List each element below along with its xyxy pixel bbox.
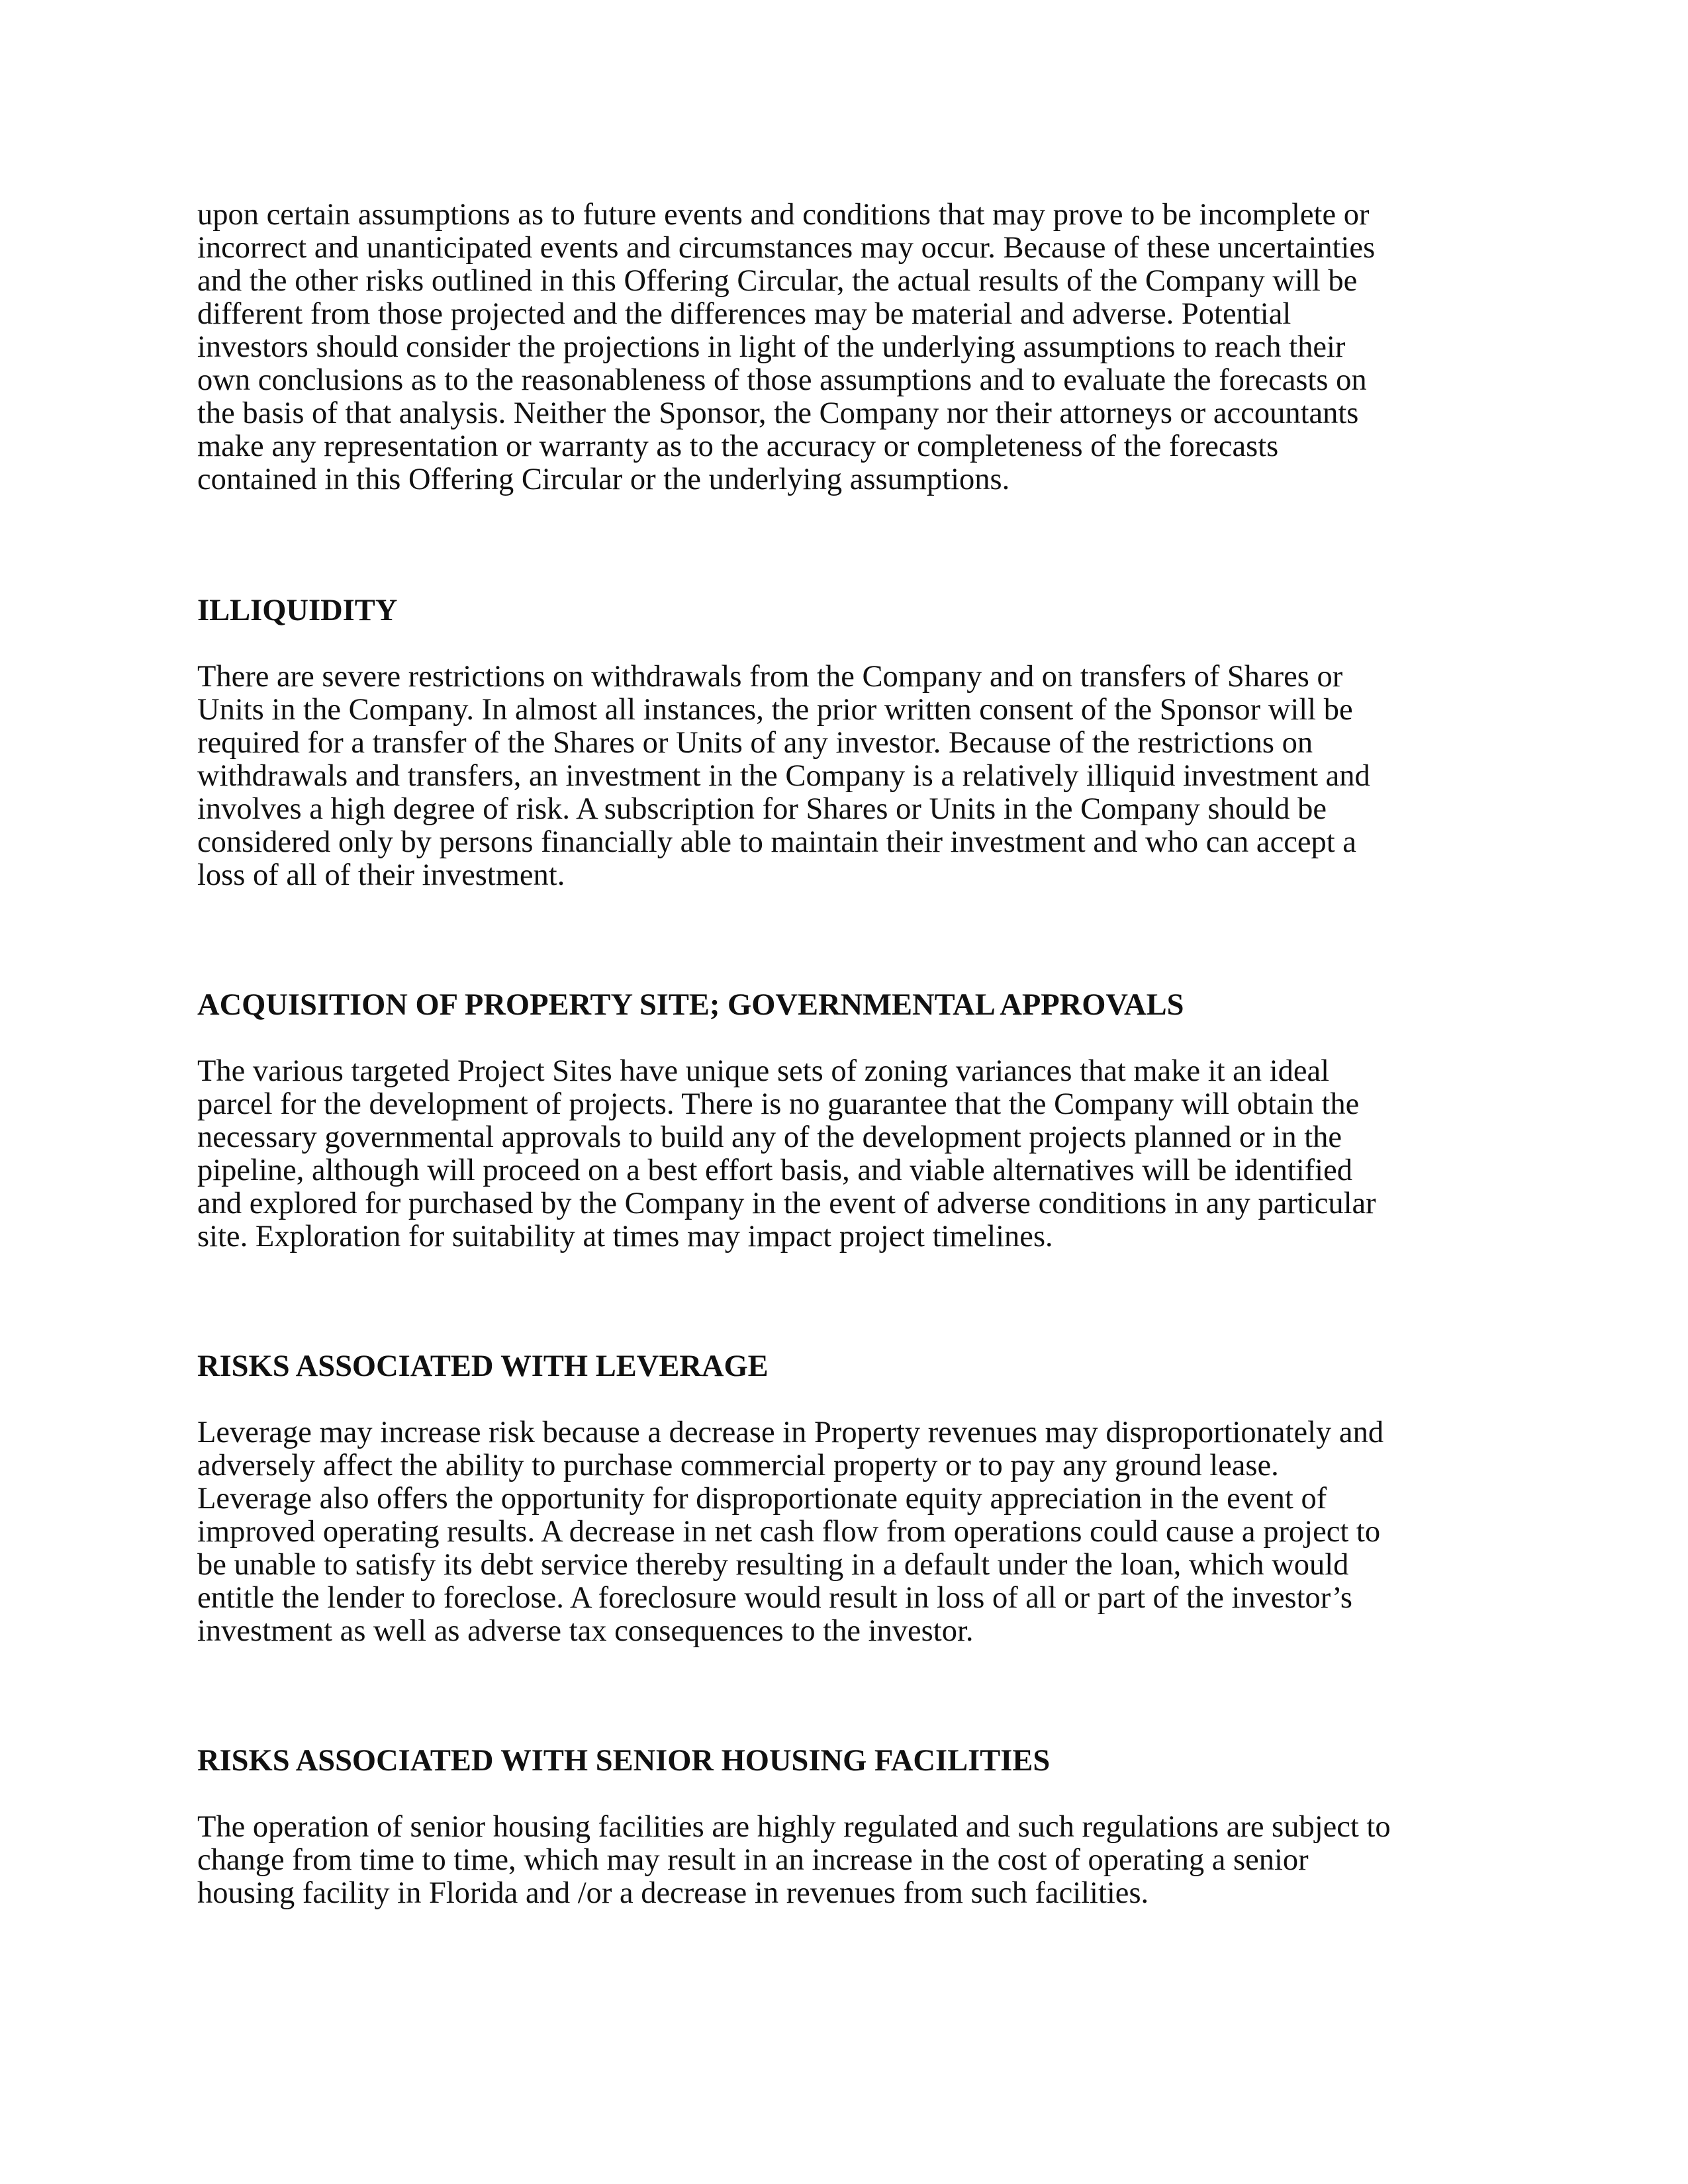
paragraph-line: make any representation or warranty as to the accuracy or completeness of the forecasts bbox=[197, 430, 1279, 463]
paragraph-line: Leverage may increase risk because a decrease in Property revenues may disproportionately and bbox=[197, 1416, 1384, 1449]
paragraph-line: contained in this Offering Circular or the underlying assumptions. bbox=[197, 463, 1010, 496]
paragraph-line: different from those projected and the differences may be material and adverse. Potential bbox=[197, 297, 1291, 331]
paragraph-line: required for a transfer of the Shares or Units of any investor. Because of the restrictions on bbox=[197, 726, 1313, 760]
paragraph-line: parcel for the development of projects. There is no guarantee that the Company will obtain the bbox=[197, 1087, 1360, 1121]
paragraph-line: necessary governmental approvals to build any of the development projects planned or in the bbox=[197, 1120, 1342, 1154]
paragraph-line: entitle the lender to foreclose. A foreclosure would result in loss of all or part of the investor’s bbox=[197, 1581, 1353, 1615]
paragraph-line: considered only by persons financially able to maintain their investment and who can accept a bbox=[197, 825, 1356, 859]
paragraph-line: and the other risks outlined in this Offering Circular, the actual results of the Company will be bbox=[197, 264, 1358, 298]
intro-paragraph bbox=[197, 199, 1508, 496]
section-heading-senior-housing: RISKS ASSOCIATED WITH SENIOR HOUSING FACILITIES bbox=[197, 1744, 1051, 1778]
paragraph-line: improved operating results. A decrease in net cash flow from operations could cause a project to bbox=[197, 1515, 1381, 1549]
document-page bbox=[197, 199, 1508, 1910]
paragraph-line: investment as well as adverse tax consequences to the investor. bbox=[197, 1614, 974, 1648]
paragraph-line: Units in the Company. In almost all instances, the prior written consent of the Sponsor will be bbox=[197, 693, 1353, 727]
section-paragraph-illiquidity bbox=[197, 660, 1508, 892]
section-paragraph-acquisition bbox=[197, 1055, 1508, 1253]
paragraph-line: loss of all of their investment. bbox=[197, 858, 565, 892]
section-paragraph-leverage bbox=[197, 1416, 1508, 1648]
paragraph-line: The various targeted Project Sites have unique sets of zoning variances that make it an ideal bbox=[197, 1054, 1330, 1088]
paragraph-line: housing facility in Florida and /or a decrease in revenues from such facilities. bbox=[197, 1876, 1149, 1910]
paragraph-line: the basis of that analysis. Neither the Sponsor, the Company nor their attorneys or accountants bbox=[197, 396, 1359, 430]
paragraph-line: withdrawals and transfers, an investment in the Company is a relatively illiquid investment and bbox=[197, 759, 1370, 793]
paragraph-line: and explored for purchased by the Company in the event of adverse conditions in any particular bbox=[197, 1187, 1376, 1220]
paragraph-line: Leverage also offers the opportunity for disproportionate equity appreciation in the event of bbox=[197, 1482, 1327, 1516]
paragraph-line: involves a high degree of risk. A subscription for Shares or Units in the Company should be bbox=[197, 792, 1327, 826]
paragraph-line: site. Exploration for suitability at times may impact project timelines. bbox=[197, 1220, 1053, 1253]
paragraph-line: pipeline, although will proceed on a best effort basis, and viable alternatives will be identified bbox=[197, 1154, 1352, 1187]
section-heading-illiquidity: ILLIQUIDITY bbox=[197, 594, 398, 627]
paragraph-line: upon certain assumptions as to future events and conditions that may prove to be incomplete or bbox=[197, 198, 1370, 232]
paragraph-line: The operation of senior housing facilities are highly regulated and such regulations are subject to bbox=[197, 1810, 1391, 1844]
paragraph-line: There are severe restrictions on withdrawals from the Company and on transfers of Shares or bbox=[197, 660, 1343, 694]
section-heading-leverage: RISKS ASSOCIATED WITH LEVERAGE bbox=[197, 1349, 769, 1383]
paragraph-line: own conclusions as to the reasonableness of those assumptions and to evaluate the forecasts on bbox=[197, 363, 1367, 397]
paragraph-line: be unable to satisfy its debt service thereby resulting in a default under the loan, which would bbox=[197, 1548, 1349, 1582]
paragraph-line: investors should consider the projections in light of the underlying assumptions to reach their bbox=[197, 330, 1346, 364]
section-heading-acquisition: ACQUISITION OF PROPERTY SITE; GOVERNMENTAL APPROVALS bbox=[197, 988, 1184, 1022]
section-paragraph-senior-housing bbox=[197, 1811, 1508, 1910]
paragraph-line: adversely affect the ability to purchase commercial property or to pay any ground lease. bbox=[197, 1449, 1279, 1482]
paragraph-line: incorrect and unanticipated events and circumstances may occur. Because of these uncertainties bbox=[197, 231, 1376, 265]
paragraph-line: change from time to time, which may result in an increase in the cost of operating a senior bbox=[197, 1843, 1309, 1877]
